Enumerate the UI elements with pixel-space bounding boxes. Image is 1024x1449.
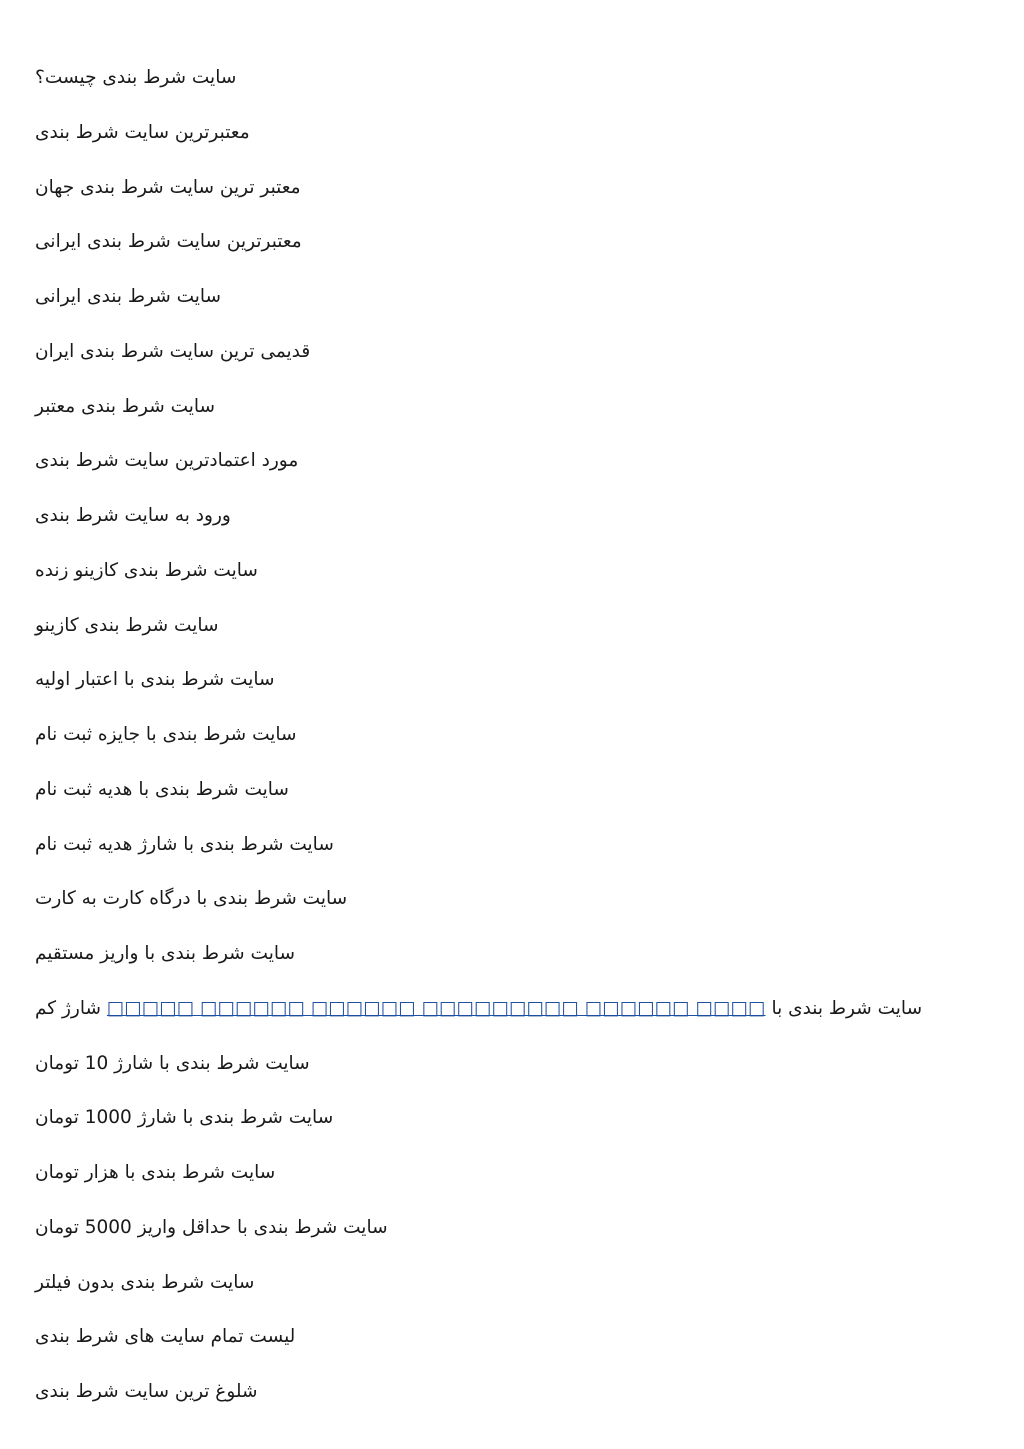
list-item: سایت شرط بندی ایرانی	[35, 286, 222, 307]
link-line-after: شارژ کم	[35, 997, 102, 1019]
link-line-before: سایت شرط بندی با	[771, 997, 923, 1019]
list-item: سایت شرط بندی با درگاه کارت به کارت	[35, 888, 348, 910]
list-item: سایت شرط بندی با واریز مستقیم	[35, 943, 295, 964]
list-item: معتبر ترین سایت شرط بندی جهان	[35, 176, 301, 198]
list-item: سایت شرط بندی با حداقل واریز 5000 تومان	[35, 1216, 388, 1238]
list-item: سایت شرط بندی با جایزه ثبت نام	[35, 724, 297, 745]
list-item: مورد اعتمادترین سایت شرط بندی	[35, 450, 299, 472]
list-item: سایت شرط بندی با شارژ 1000 تومان	[35, 1107, 334, 1129]
list-item: سایت شرط بندی بدون فیلتر	[35, 1271, 255, 1293]
list-item: شلوغ ترین سایت شرط بندی	[35, 1381, 258, 1402]
list-item: معتبرترین سایت شرط بندی ایرانی	[35, 231, 302, 253]
list-item: ورود به سایت شرط بندی	[35, 505, 231, 526]
list-item: سایت شرط بندی با هزار تومان	[35, 1162, 276, 1183]
keyword-list	[35, 64, 995, 1433]
list-item: سایت شرط بندی معتبر	[35, 395, 216, 417]
list-item: سایت شرط بندی با اعتبار اولیه	[35, 669, 275, 691]
list-item: سایت شرط بندی با شارژ هدیه ثبت نام	[35, 833, 334, 855]
list-item: سایت شرط بندی چیست؟	[35, 67, 237, 88]
list-item: سایت شرط بندی کازینو زنده	[35, 559, 258, 581]
inline-link[interactable]: □□□□ □□□□□□ □□□□□□□□□ □□□□□□ □□□□□□ □□□□□	[106, 997, 766, 1019]
list-item: قدیمی ترین سایت شرط بندی ایران	[35, 340, 311, 362]
list-item: سایت شرط بندی با شارژ 10 تومان	[35, 1052, 310, 1074]
list-item: معتبرترین سایت شرط بندی	[35, 121, 250, 143]
list-item: سایت شرط بندی با هدیه ثبت نام	[35, 778, 289, 800]
list-item: سایت شرط بندی کازینو	[35, 614, 219, 636]
list-item: لیست تمام سایت های شرط بندی	[35, 1326, 296, 1348]
list-item-with-link	[35, 995, 995, 1050]
